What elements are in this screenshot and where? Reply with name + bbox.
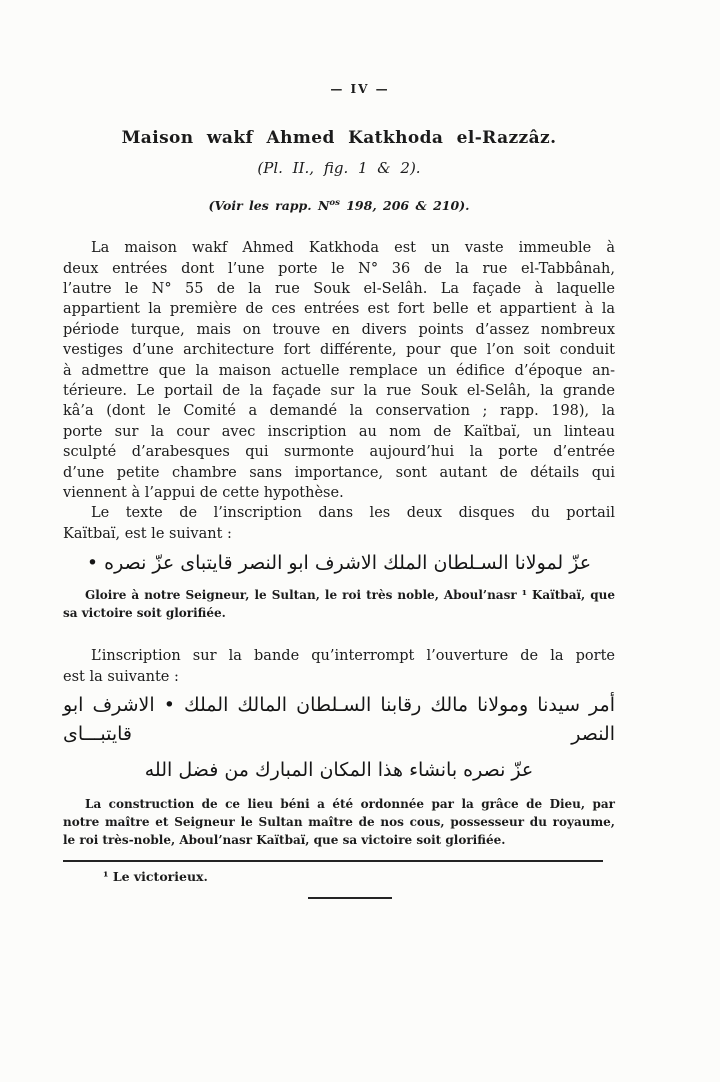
- text-line: à admettre que la maison actuelle remplace un édifice d’époque an-: [63, 362, 615, 379]
- text-line: deux entrées dont l’une porte le N° 36 de la rue el-Tabbânah,: [63, 260, 615, 277]
- text-line: La construction de ce lieu béni a été ordonnée par la grâce de Dieu, par: [85, 797, 615, 812]
- plate-caption: (Pl. II., fig. 1 & 2).: [257, 159, 421, 177]
- arabic-inscription-bande-line-1: أمر سيدنا ومولانا مالك رقابنا السـلطان المالك الملك • الاشرف ابو النصر قايتبـــاى: [63, 694, 615, 746]
- text-line: porte sur la cour avec inscription au nom de Kaïtbaï, un linteau: [63, 423, 615, 440]
- bande-inscription-translation: [63, 795, 615, 849]
- text-line: notre maître et Seigneur le Sultan maître de nos cous, possesseur du royaume,: [63, 815, 615, 830]
- text-line: Gloire à notre Seigneur, le Sultan, le roi très noble, Aboul’nasr ¹ Kaïtbaï, que: [85, 588, 615, 603]
- text-line: Le texte de l’inscription dans les deux disques du portail: [91, 505, 615, 522]
- report-reference-sup: os: [329, 198, 340, 208]
- text-line: sculpté d’arabesques qui surmonte aujourd’hui la porte d’entrée: [63, 444, 615, 461]
- footnote-separator-rule: [63, 860, 603, 862]
- text-line: appartient la première de ces entrées est fort belle et appartient à la: [63, 301, 615, 318]
- arabic-inscription-bande-line-2: عزّ نصره بانشاء هذا المكان المبارك من فضل الله: [144, 759, 534, 782]
- text-line: térieure. Le portail de la façade sur la rue Souk el-Selâh, la grande: [63, 383, 615, 399]
- disques-inscription-intro: [63, 503, 615, 544]
- text-line: La maison wakf Ahmed Katkhoda est un vaste immeuble à: [91, 240, 615, 257]
- text-line: période turque, mais on trouve en divers points d’assez nombreux: [63, 321, 615, 338]
- text-line: sa victoire soit glorifiée.: [63, 606, 226, 621]
- text-line: kâ’a (dont le Comité a demandé la conservation ; rapp. 198), la: [63, 403, 615, 420]
- document-title: Maison wakf Ahmed Katkhoda el-Razzâz.: [121, 128, 557, 148]
- text-line: l’autre le N° 55 de la rue Souk el-Selâh. La façade à laquelle: [63, 280, 615, 297]
- bande-inscription-intro: [63, 646, 615, 687]
- footnote: ¹ Le victorieux.: [103, 869, 208, 885]
- report-reference: [63, 198, 615, 213]
- text-line: vestiges d’une architecture fort différente, pour que l’on soit conduit: [63, 342, 615, 359]
- report-reference-suffix: 198, 206 & 210).: [339, 198, 470, 214]
- intro-paragraph: [63, 238, 615, 503]
- text-line: L’inscription sur la bande qu’interrompt l’ouverture de la porte: [91, 648, 615, 665]
- section-end-rule: [308, 897, 392, 899]
- text-line: est la suivante :: [63, 668, 179, 685]
- text-line: d’une petite chambre sans importance, sont autant de détails qui: [63, 464, 615, 481]
- page-number: — IV —: [330, 82, 390, 96]
- disques-inscription-translation: [63, 586, 615, 622]
- arabic-inscription-disques: عزّ لمولانا السـلطان الملك الاشرف ابو النصر قايتباى عزّ نصره •: [86, 552, 592, 575]
- report-reference-prefix: (Voir les rapp. N: [208, 198, 330, 214]
- text-line: Kaïtbaï, est le suivant :: [63, 525, 232, 542]
- text-line: viennent à l’appui de cette hypothèse.: [63, 485, 344, 502]
- text-line: le roi très-noble, Aboul’nasr Kaïtbaï, que sa victoire soit glorifiée.: [63, 833, 506, 848]
